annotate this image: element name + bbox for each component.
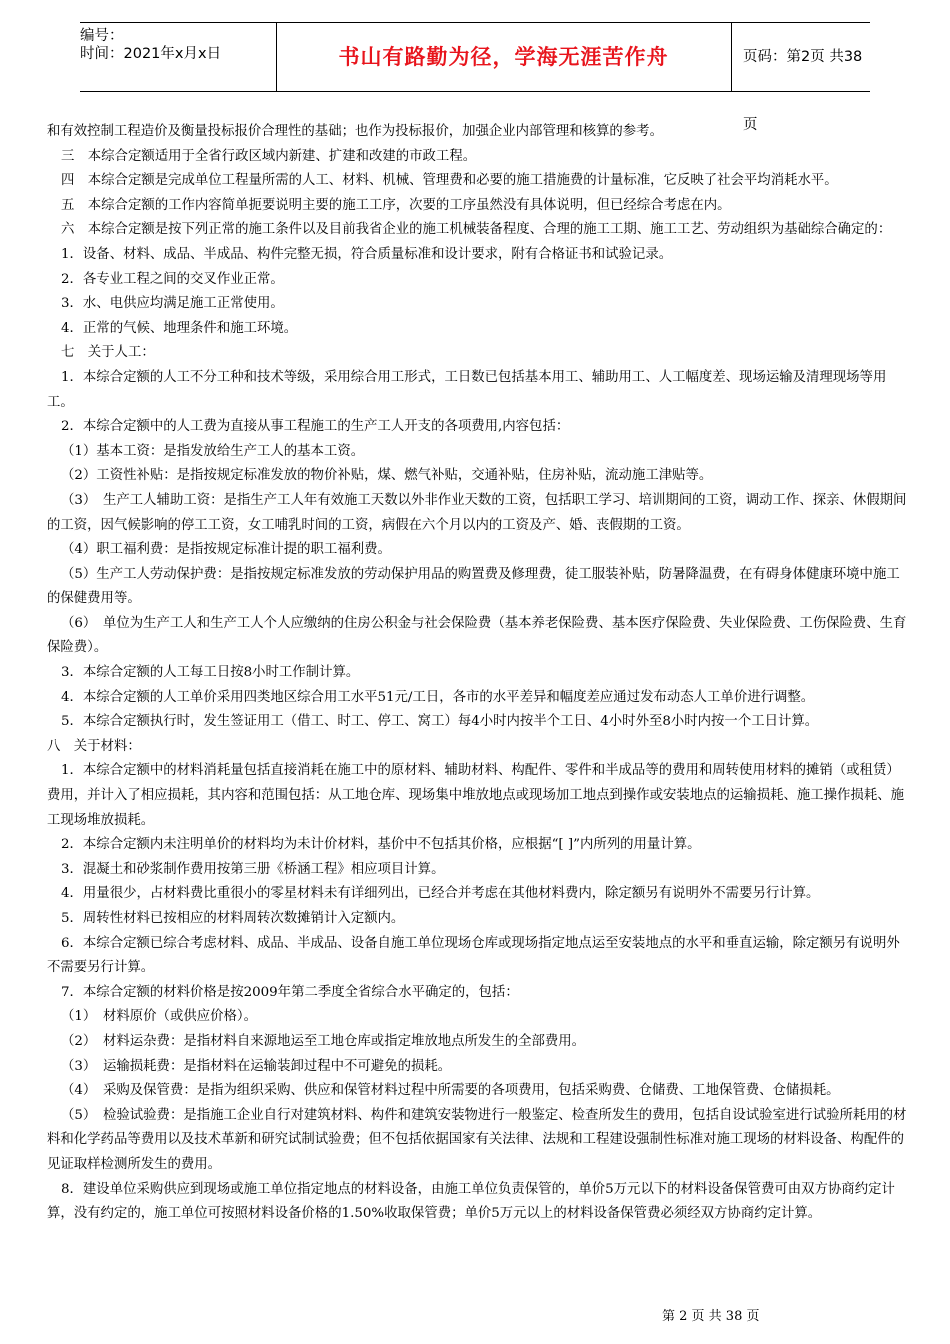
- body-paragraph: （1）基本工资：是指发放给生产工人的基本工资。: [61, 443, 365, 459]
- body-paragraph: （5）生产工人劳动保护费：是指按规定标准发放的劳动保护用品的购置费及修理费，徒工服装补贴，防暑降温费，在有碍身体健康环境中施工的保健费用等。: [47, 566, 900, 607]
- body-paragraph: 3．混凝土和砂浆制作费用按第三册《桥涵工程》相应项目计算。: [61, 861, 445, 877]
- header-motto-cell: [276, 23, 732, 91]
- body-paragraph: （2） 材料运杂费：是指材料自来源地运至工地仓库或指定堆放地点所发生的全部费用。: [61, 1033, 586, 1049]
- body-paragraph: （6） 单位为生产工人和生产工人个人应缴纳的住房公积金与社会保险费（基本养老保险费、基本医疗保险费、失业保险费、工伤保险费、生育保险费）。: [47, 615, 907, 656]
- body-paragraph: 1．本综合定额中的材料消耗量包括直接消耗在施工中的原材料、辅助材料、构配件、零件和半成品等的费用和周转使用材料的摊销（或租赁）费用，并计入了相应损耗，其内容和范围包括：从工地仓库、现场集中堆放地点或现场加工地点到操作或安装地点的运输损耗、施工操作损耗、施工现场堆放损耗。: [47, 763, 904, 828]
- body-paragraph: 四 本综合定额是完成单位工程量所需的人工、材料、机械、管理费和必要的施工措施费的计量标准，它反映了社会平均消耗水平。: [61, 173, 838, 189]
- body-paragraph: 和有效控制工程造价及衡量投标报价合理性的基础；也作为投标报价，加强企业内部管理和核算的参考。: [47, 124, 663, 139]
- body-paragraph: 1．本综合定额的人工不分工种和技术等级，采用综合用工形式，工日数已包括基本用工、辅助用工、人工幅度差、现场运输及清理现场等用工。: [47, 369, 887, 410]
- body-paragraph: 三 本综合定额适用于全省行政区域内新建、扩建和改建的市政工程。: [61, 148, 477, 164]
- body-paragraph: 4．正常的气候、地理条件和施工环境。: [61, 320, 298, 336]
- body-paragraph: 1．设备、材料、成品、半成品、构件完整无损，符合质量标准和设计要求，附有合格证书和试验记录。: [61, 246, 673, 262]
- body-paragraph: 5．周转性材料已按相应的材料周转次数摊销计入定额内。: [61, 911, 405, 926]
- body-paragraph: 8．建设单位采购供应到现场或施工单位指定地点的材料设备，由施工单位负责保管的，单价5万元以下的材料设备保管费可由双方协商约定计算，没有约定的，施工单位可按照材料设备价格的1.50%收取保管费；单价5万元以上的材料设备保管费必须经双方协商约定计算。: [47, 1181, 895, 1222]
- header-motto: 书山有路勤为径，学海无涯苦作舟: [338, 45, 669, 69]
- body-paragraph: 五 本综合定额的工作内容简单扼要说明主要的施工工序，次要的工序虽然没有具体说明，但已经综合考虑在内。: [61, 197, 731, 213]
- body-paragraph: 2．各专业工程之间的交叉作业正常。: [61, 271, 284, 287]
- body-paragraph: 2．本综合定额中的人工费为直接从事工程施工的生产工人开支的各项费用,内容包括：: [61, 419, 570, 435]
- body-paragraph: 5．本综合定额执行时，发生签证用工（借工、时工、停工、窝工）每4小时内按半个工日、4小时外至8小时内按一个工日计算。: [61, 714, 819, 730]
- body-paragraph: 3．水、电供应均满足施工正常使用。: [61, 296, 284, 312]
- body-paragraph: 6．本综合定额已综合考虑材料、成品、半成品、设备自施工单位现场仓库或现场指定地点运至安装地点的水平和垂直运输，除定额另有说明外不需要另行计算。: [47, 935, 900, 976]
- body-paragraph: 4．用量很少，占材料费比重很小的零星材料未有详细列出，已经合并考虑在其他材料费内，除定额另有说明外不需要另行计算。: [61, 886, 820, 902]
- body-paragraph: （3） 运输损耗费：是指材料在运输装卸过程中不可避免的损耗。: [61, 1058, 452, 1074]
- body-paragraph: 3．本综合定额的人工每工日按8小时工作制计算。: [61, 665, 360, 681]
- document-number-label: 编号：: [80, 28, 124, 44]
- body-paragraph: （3） 生产工人辅助工资：是指生产工人年有效施工天数以外非作业天数的工资，包括职工学习、培训期间的工资，调动工作、探亲、休假期间的工资，因气候影响的停工工资，女工哺乳时间的工资，病假在六个月以内的工资及产、婚、丧假期的工资。: [47, 492, 907, 533]
- body-paragraph: 4．本综合定额的人工单价采用四类地区综合用工水平51元/工日，各市的水平差异和幅度差应通过发布动态人工单价进行调整。: [61, 689, 815, 705]
- body-paragraph: （1） 材料原价（或供应价格）。: [61, 1009, 257, 1025]
- body-paragraph: 七 关于人工：: [61, 345, 155, 361]
- body-paragraph: 八 关于材料：: [47, 738, 141, 754]
- page-footer: 第 2 页 共 38 页: [662, 1309, 760, 1324]
- body-paragraph: （4） 采购及保管费：是指为组织采购、供应和保管材料过程中所需要的各项费用，包括采购费、仓储费、工地保管费、仓储损耗。: [61, 1083, 840, 1099]
- body-paragraph: （5） 检验试验费：是指施工企业自行对建筑材料、构件和建筑安装物进行一般鉴定、检查所发生的费用，包括自设试验室进行试验所耗用的材料和化学药品等费用以及技术革新和研究试制试验费；但不包括依据国家有关法律、法规和工程建设强制性标准对施工现场的材料设备、构配件的见证取样检测所发生的费用。: [47, 1107, 907, 1172]
- body-paragraph: 2．本综合定额内未注明单价的材料均为未计价材料，基价中不包括其价格，应根据“[ ]”内所列的用量计算。: [61, 837, 701, 853]
- document-time-label: 时间：2021年x月x日: [80, 46, 222, 62]
- header-meta: [80, 23, 277, 91]
- body-paragraph: （4）职工福利费：是指按规定标准计提的职工福利费。: [61, 542, 391, 558]
- document-body: [47, 120, 907, 1227]
- body-paragraph: （2）工资性补贴：是指按规定标准发放的物价补贴，煤、燃气补贴，交通补贴，住房补贴，流动施工津贴等。: [61, 468, 713, 484]
- body-paragraph: 六 本综合定额是按下列正常的施工条件以及目前我省企业的施工机械装备程度、合理的施工工期、施工工艺、劳动组织为基础综合确定的：: [61, 222, 892, 238]
- body-paragraph: 7．本综合定额的材料价格是按2009年第二季度全省综合水平确定的，包括：: [61, 984, 519, 1000]
- header-page-info: 页码：第2页 共38页: [743, 49, 863, 133]
